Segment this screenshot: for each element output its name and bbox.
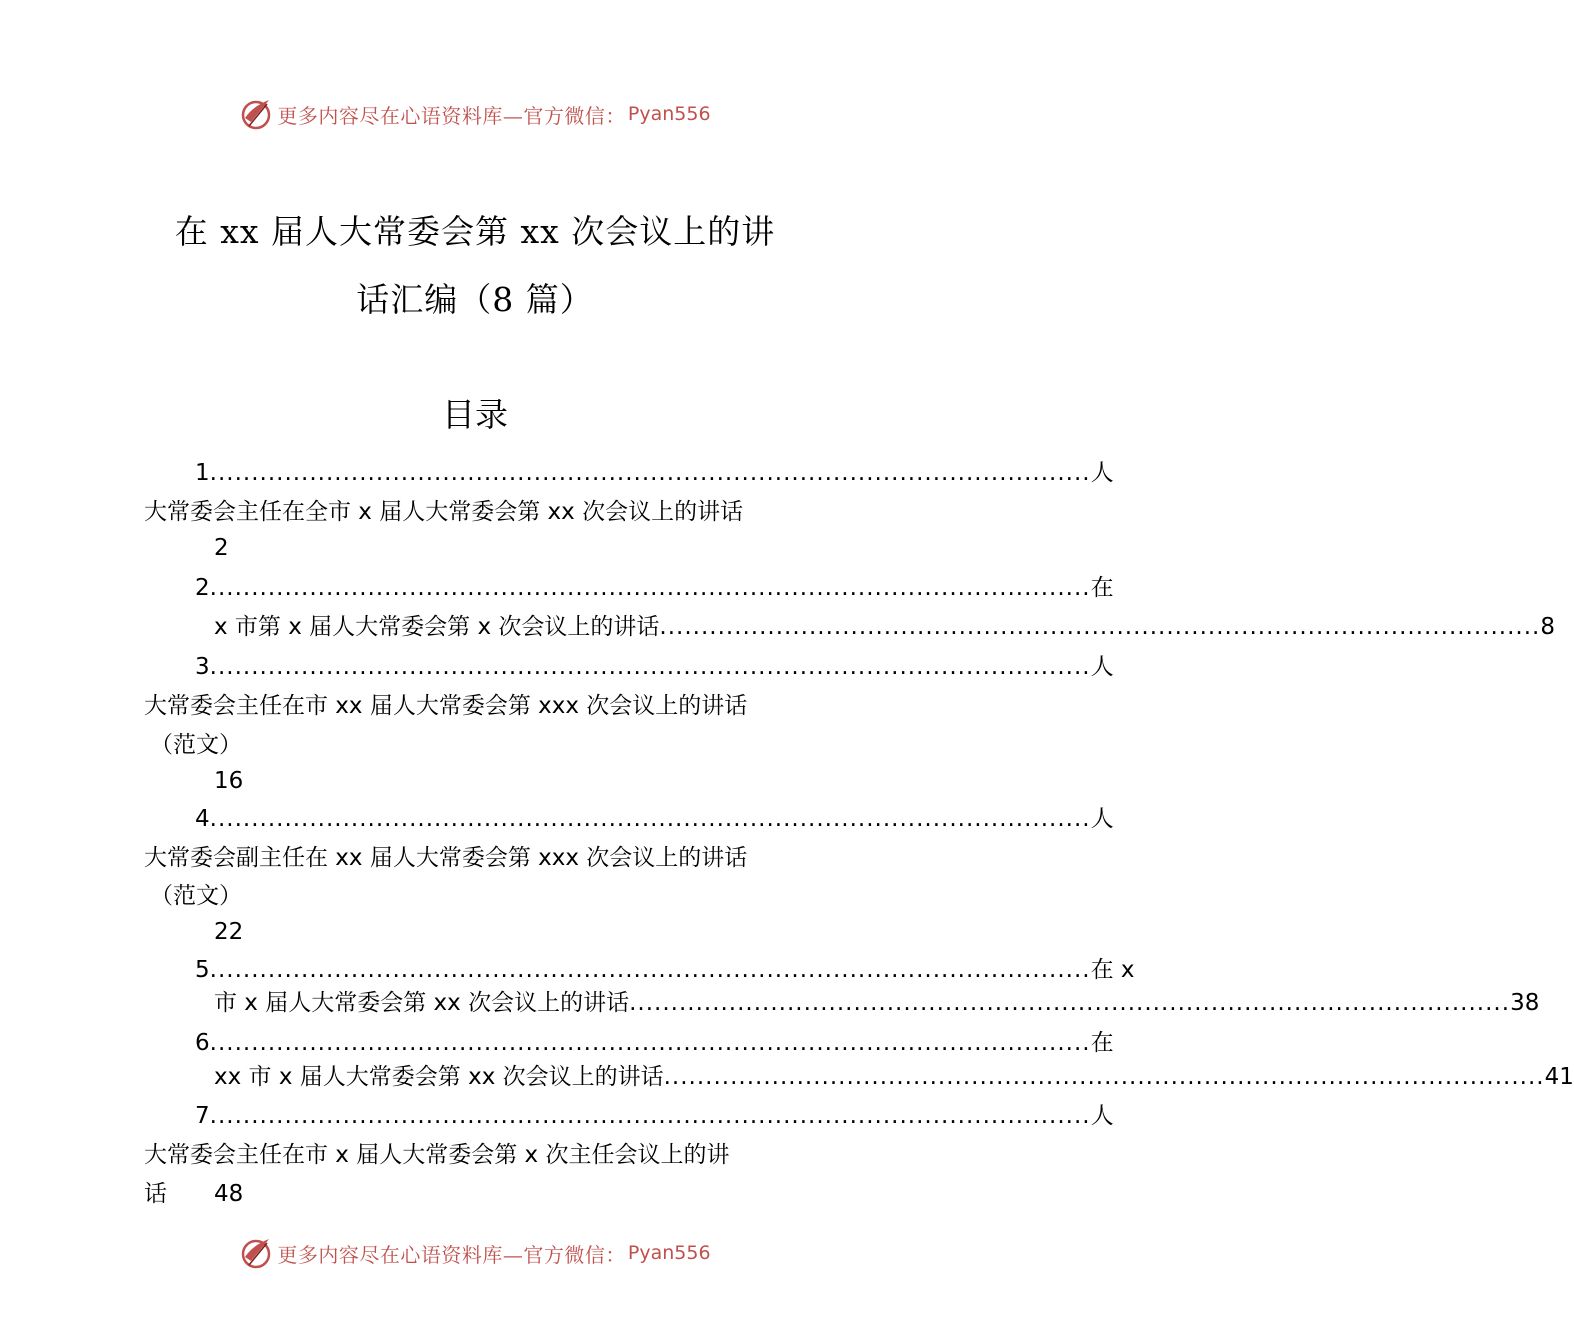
toc-heading: 目录 bbox=[442, 395, 508, 434]
toc-entry-3-page: 16 bbox=[214, 768, 244, 794]
toc-entry-5[interactable] bbox=[195, 955, 1135, 985]
toc-leader: .......................................................................................................... bbox=[209, 654, 1091, 680]
toc-leader: .......................................................................................................... bbox=[209, 460, 1091, 486]
toc-entry-tail: 人 bbox=[1090, 806, 1114, 832]
header-banner bbox=[0, 94, 950, 134]
quill-logo-icon bbox=[239, 1235, 275, 1271]
toc-leader: .......................................................................................................... bbox=[629, 990, 1511, 1016]
toc-entry-7-text: 大常委会主任在市 x 届人大常委会第 x 次主任会议上的讲 bbox=[144, 1142, 730, 1168]
toc-entry-number: 3 bbox=[195, 654, 210, 680]
toc-leader: .......................................................................................................... bbox=[209, 1030, 1091, 1056]
toc-entry-5-page: 38 bbox=[1510, 990, 1540, 1016]
toc-entry-3[interactable] bbox=[195, 652, 1114, 682]
toc-entry-2-page: 8 bbox=[1540, 614, 1556, 640]
toc-entry-number: 1 bbox=[195, 460, 210, 486]
toc-entry-2-text-row bbox=[214, 612, 1556, 642]
footer-banner bbox=[0, 1233, 950, 1273]
toc-leader: .......................................................................................................... bbox=[209, 1103, 1091, 1129]
quill-logo-icon bbox=[239, 96, 275, 132]
toc-entry-1-text: 大常委会主任在全市 x 届人大常委会第 xx 次会议上的讲话 bbox=[144, 499, 744, 525]
banner-contact: Pyan556 bbox=[627, 1242, 711, 1264]
toc-entry-number: 2 bbox=[195, 575, 210, 601]
toc-entry-tail: 在 bbox=[1090, 1030, 1114, 1056]
toc-entry-tail: 人 bbox=[1090, 1103, 1114, 1129]
banner-text: 更多内容尽在心语资料库—官方微信： bbox=[277, 1242, 626, 1267]
toc-entry-7-extra: 话 bbox=[144, 1181, 167, 1207]
toc-entry-2[interactable] bbox=[195, 573, 1114, 603]
banner-contact: Pyan556 bbox=[627, 103, 711, 125]
toc-entry-4-text: 大常委会副主任在 xx 届人大常委会第 xxx 次会议上的讲话 bbox=[144, 845, 748, 871]
toc-entry-number: 5 bbox=[195, 957, 210, 983]
toc-entry-7[interactable] bbox=[195, 1101, 1114, 1131]
toc-leader: .......................................................................................................... bbox=[209, 575, 1091, 601]
toc-entry-number: 4 bbox=[195, 806, 210, 832]
toc-leader: .......................................................................................................... bbox=[663, 1064, 1545, 1090]
toc-entry-7-page: 48 bbox=[214, 1181, 244, 1207]
toc-entry-2-text: x 市第 x 届人大常委会第 x 次会议上的讲话 bbox=[214, 614, 660, 640]
toc-entry-1[interactable] bbox=[195, 458, 1114, 488]
banner-text: 更多内容尽在心语资料库—官方微信： bbox=[277, 103, 626, 128]
toc-leader: .......................................................................................................... bbox=[209, 957, 1091, 983]
toc-entry-6-text-row bbox=[214, 1062, 1574, 1092]
toc-entry-6-text: xx 市 x 届人大常委会第 xx 次会议上的讲话 bbox=[214, 1064, 664, 1090]
toc-entry-tail: 人 bbox=[1090, 460, 1114, 486]
toc-entry-number: 6 bbox=[195, 1030, 210, 1056]
toc-entry-4-extra: （范文） bbox=[150, 883, 242, 909]
toc-entry-1-page: 2 bbox=[214, 535, 229, 561]
toc-entry-6[interactable] bbox=[195, 1028, 1114, 1058]
toc-entry-number: 7 bbox=[195, 1103, 210, 1129]
toc-entry-5-text: 市 x 届人大常委会第 xx 次会议上的讲话 bbox=[214, 990, 630, 1016]
toc-leader: .......................................................................................................... bbox=[209, 806, 1091, 832]
toc-entry-tail: 在 x bbox=[1090, 957, 1135, 983]
toc-entry-6-page: 41 bbox=[1544, 1064, 1574, 1090]
toc-leader: .......................................................................................................... bbox=[659, 614, 1541, 640]
toc-entry-3-text: 大常委会主任在市 xx 届人大常委会第 xxx 次会议上的讲话 bbox=[144, 693, 748, 719]
toc-entry-tail: 在 bbox=[1090, 575, 1114, 601]
document-title-line-1: 在 xx 届人大常委会第 xx 次会议上的讲 bbox=[174, 212, 776, 251]
document-title-line-2: 话汇编（8 篇） bbox=[356, 280, 594, 319]
toc-entry-tail: 人 bbox=[1090, 654, 1114, 680]
toc-entry-4[interactable] bbox=[195, 804, 1114, 834]
toc-entry-4-page: 22 bbox=[214, 919, 244, 945]
toc-entry-5-text-row bbox=[214, 988, 1540, 1018]
toc-entry-3-extra: （范文） bbox=[150, 732, 242, 758]
